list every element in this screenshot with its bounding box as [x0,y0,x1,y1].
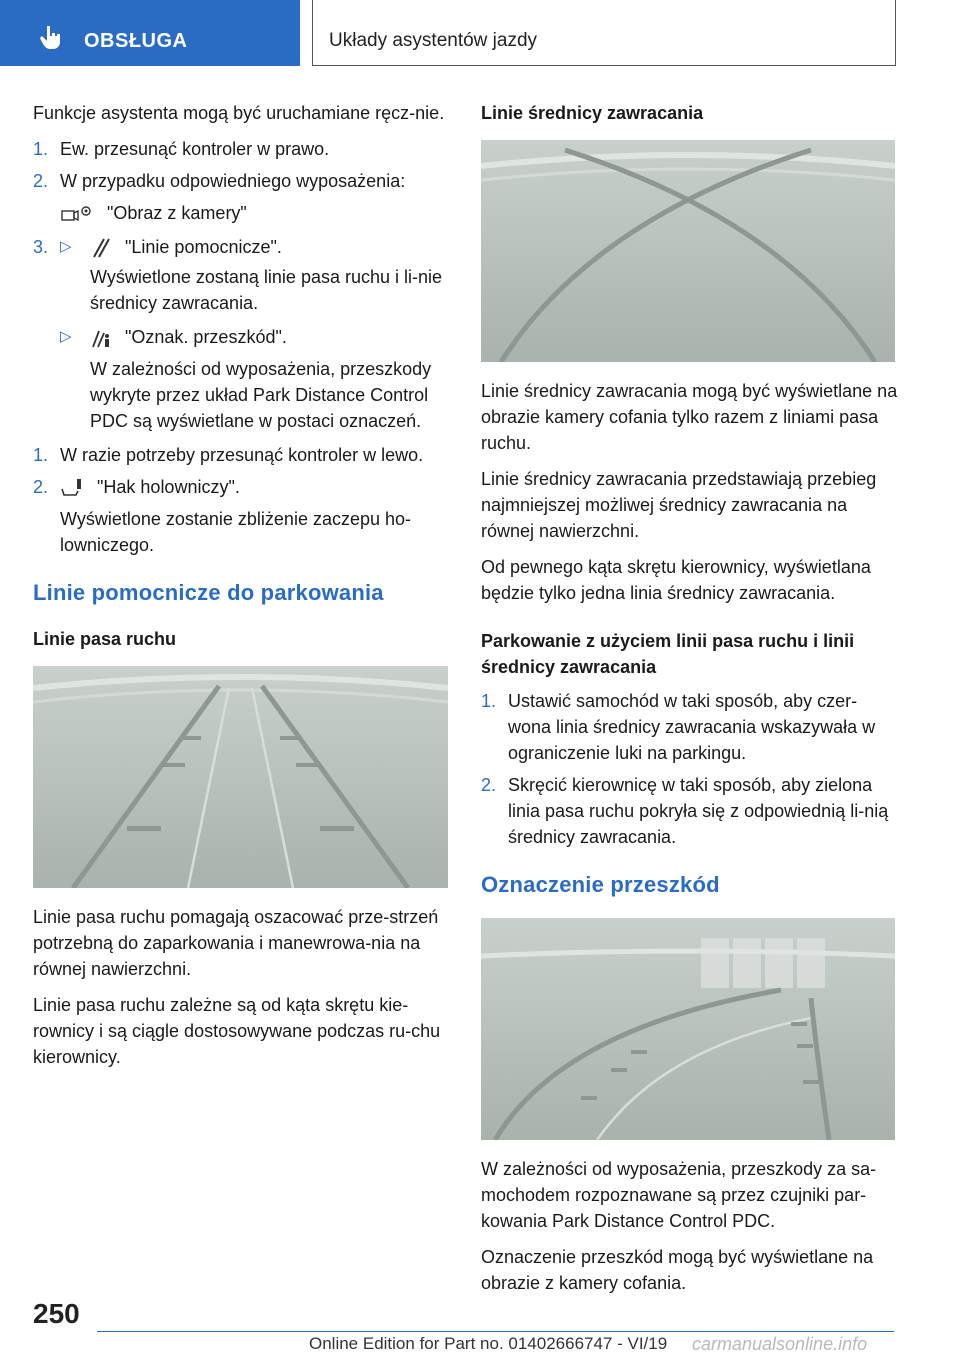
tow-hook-icon [60,477,84,499]
step-3-sub-2 [33,324,448,350]
step-1 [33,136,448,162]
step-number: 3. [33,237,49,257]
lane-lines-figure [33,666,448,888]
lane-lines-paragraph-1: Linie pasa ruchu pomagają oszacować prze-strzeń potrzebną do zaparkowania i manewrowa-nia na równej nawierzchni. [33,907,439,979]
section-tab [0,0,300,66]
step-text: "Hak holowniczy". [97,477,240,497]
left-column [33,100,448,1080]
option-text: "Obraz z kamery" [107,203,247,223]
step-3 [33,234,448,260]
bullet-triangle-icon: ▷ [60,328,72,345]
option-text: "Linie pomocnicze". [125,237,282,257]
step-number: 2. [33,171,49,191]
camera-settings-icon [60,203,94,225]
turning-paragraph-2: Linie średnicy zawracania przedstawiają przebieg najmniejszej możliwej średnicy zawracania na równej nawierzchni. [481,469,877,541]
section-title: Linie pomocnicze do parkowania [33,580,384,605]
intro-text: Funkcje asystenta mogą być uruchamiane ręcz-nie. [33,103,445,123]
obstacle-marking-figure [481,918,895,1140]
guide-lines-icon [90,237,112,259]
right-column [481,100,899,1306]
option-description: Wyświetlone zostaną linie pasa ruchu i li-nie średnicy zawracania. [90,267,443,313]
hand-pointer-icon [38,24,64,50]
breadcrumb-tab [312,0,896,66]
step-description: Wyświetlone zostanie zbliżenie zaczepu ho-lowniczego. [60,509,412,555]
step-text: W razie potrzeby przesunąć kontroler w lewo. [60,445,424,465]
step-text: W przypadku odpowiedniego wyposażenia: [60,171,406,191]
watermark: carmanualsonline.info [692,1334,868,1354]
page-number: 250 [33,1298,80,1329]
lane-lines-paragraph-2: Linie pasa ruchu zależne są od kąta skrętu kie-rownicy i są ciągle dostosowywane podczas ru-chu kierownicy. [33,995,441,1067]
step-2 [33,168,448,194]
obstacle-paragraph-2: Oznaczenie przeszkód mogą być wyświetlane na obrazie z kamery cofania. [481,1247,874,1293]
step-1b [33,442,448,468]
sub-title: Linie pasa ruchu [33,629,177,649]
edition-text: Online Edition for Part no. 01402666747 - VI/19 [309,1334,668,1353]
section-label: OBSŁUGA [84,30,188,52]
page-header [0,0,960,66]
parking-step-2 [481,772,899,850]
obstacle-marking-icon [90,327,112,349]
breadcrumb: Układy asystentów jazdy [329,30,538,51]
step-2b [33,474,448,500]
step-text: Skręcić kierownicę w taki sposób, aby zielona linia pasa ruchu pokryła się z odpowiednią li-nią średnicy zawracania. [508,775,889,847]
step-number: 1. [33,445,49,465]
section-title: Oznaczenie przeszkód [481,872,720,897]
option-description: W zależności od wyposażenia, przeszkody wykryte przez układ Park Distance Control PDC są wyświetlane w postaci oznaczeń. [90,359,432,431]
parking-step-1 [481,688,899,766]
turning-paragraph-1: Linie średnicy zawracania mogą być wyświetlane na obrazie kamery cofania tylko razem z liniami pasa ruchu. [481,381,898,453]
obstacle-paragraph-1: W zależności od wyposażenia, przeszkody za sa-mochodem rozpoznawane są przez czujniki par-kowania Park Distance Control PDC. [481,1159,877,1231]
sub-title: Parkowanie z użyciem linii pasa ruchu i linii średnicy zawracania [481,631,855,677]
turning-paragraph-3: Od pewnego kąta skrętu kierownicy, wyświetlana będzie tylko jedna linia średnicy zawracania. [481,557,871,603]
step-2-option [33,200,448,226]
step-number: 1. [33,139,49,159]
step-number: 2. [481,775,497,795]
turning-radius-figure [481,140,895,362]
sub-title: Linie średnicy zawracania [481,103,704,123]
option-text: "Oznak. przeszkód". [125,327,287,347]
step-number: 1. [481,691,497,711]
bullet-triangle-icon: ▷ [60,238,72,255]
step-text: Ustawić samochód w taki sposób, aby czer-wona linia średnicy zawracania wskazywała w ograniczenie luki na parkingu. [508,691,876,763]
footer-divider [97,1331,894,1332]
step-number: 2. [33,477,49,497]
step-text: Ew. przesunąć kontroler w prawo. [60,139,330,159]
